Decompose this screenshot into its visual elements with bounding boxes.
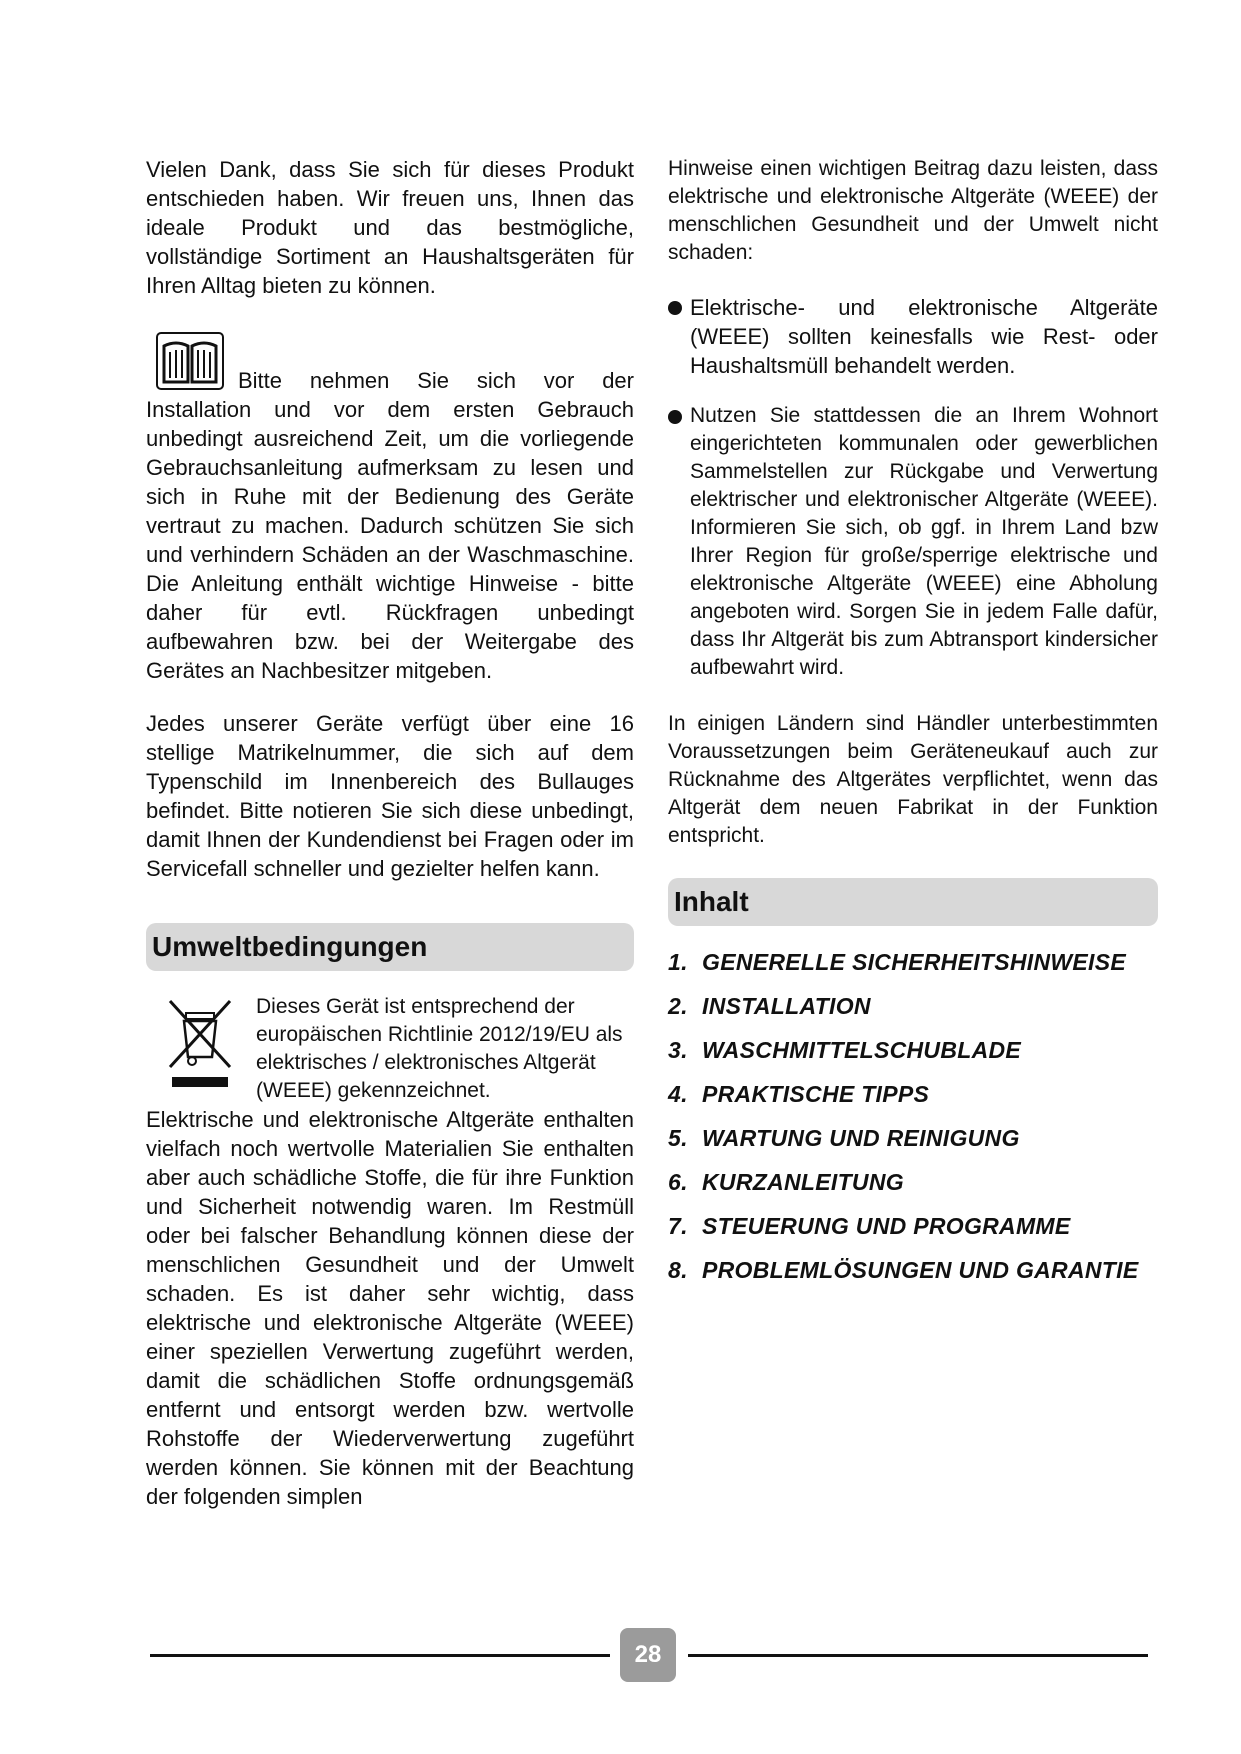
continuation-paragraph: Hinweise einen wichtigen Beitrag dazu leisten, dass elektrische und elektronische Altgeräte (WEEE) der menschlichen Gesundheit und der Umwelt nicht schaden: <box>668 157 1158 264</box>
intro-paragraph: Vielen Dank, dass Sie sich für dieses Produkt entschieden haben. Wir freuen uns, Ihnen das ideale Produkt und das bestmögliche, vollständige Sortiment an Haushaltsgeräten für Ihren Alltag bieten zu können. <box>146 157 634 298</box>
toc-item: 5. WARTUNG UND REINIGUNG <box>668 1125 1020 1151</box>
read-instructions-text: Bitte nehmen Sie sich vor der Installation und vor dem ersten Gebrauch unbedingt ausreichend Zeit, um die vorliegende Gebrauchsanleitung aufmerksam zu lesen und sich in Ruhe mit der Bedienung des Geräte vertraut zu machen. Dadurch schützen Sie sich und verhindern Schäden an der Waschmaschine. Die Anleitung enthält wichtige Hinweise - bitte daher für evtl. Rückfragen unbedingt aufbewahren bzw. bei der Weitergabe des Gerätes an Nachbesitzer mitgeben. <box>146 368 634 683</box>
bullet-item <box>668 293 1158 380</box>
weee-label-text: Dieses Gerät ist entsprechend der europäischen Richtlinie 2012/19/EU als elektrisches / elektronisches Altgerät (WEEE) gekennzeichnet. <box>256 995 623 1102</box>
book-icon <box>156 332 224 390</box>
toc-item: 6. KURZANLEITUNG <box>668 1169 904 1195</box>
bullet-text: Nutzen Sie stattdessen die an Ihrem Wohnort eingerichteten kommunalen oder gewerblichen Sammelstellen zur Rückgabe und Verwertung elektrischer und elektronischer Altgeräte (WEEE). Informieren Sie sich, ob ggf. in Ihrem Land bzw Ihrer Region für große/sperrige elektrische und elektronische Altgeräte (WEEE) eine Abholung angeboten wird. Sorgen Sie in jedem Falle dafür, dass Ihr Altgerät bis zum Abtransport kindersicher aufbewahrt wird. <box>690 404 1158 679</box>
crossed-bin-icon <box>166 995 234 1091</box>
footer-divider-left <box>150 1654 610 1657</box>
footer-divider-right <box>688 1654 1148 1657</box>
contents-heading: Inhalt <box>668 878 1158 926</box>
disposal-bullet-list <box>668 293 1158 682</box>
bullet-text: Elektrische- und elektronische Altgeräte (WEEE) sollten keinesfalls wie Rest- oder Haushaltsmüll behandelt werden. <box>690 295 1158 378</box>
right-column <box>668 155 1158 1300</box>
serial-number-paragraph: Jedes unserer Geräte verfügt über eine 16 stellige Matrikelnummer, die sich auf dem Typenschild im Innenbereich des Bullauges befindet. Bitte notieren Sie sich diese unbedingt, damit Ihnen der Kundendienst bei Fragen oder im Servicefall schneller und gezielter helfen kann. <box>146 711 634 881</box>
bullet-item <box>668 402 1158 682</box>
dealer-paragraph: In einigen Ländern sind Händler unterbestimmten Voraussetzungen beim Geräteneukauf auch zur Rücknahme des Altgerätes verpflichtet, wenn das Altgerät dem neuen Fabrikat in der Funktion entspricht. <box>668 712 1158 847</box>
page-number: 28 <box>620 1628 676 1682</box>
toc-item: 3. WASCHMITTELSCHUBLADE <box>668 1037 1022 1063</box>
toc-item: 8. PROBLEMLÖSUNGEN UND GARANTIE <box>668 1257 1139 1283</box>
read-instructions-block <box>146 332 634 685</box>
left-column <box>146 155 634 1511</box>
table-of-contents <box>668 948 1158 1284</box>
bullet-icon <box>668 301 682 315</box>
toc-item: 4. PRAKTISCHE TIPPS <box>668 1081 930 1107</box>
environment-paragraph: Elektrische und elektronische Altgeräte enthalten vielfach noch wertvolle Materialien Sie enthalten aber auch schädliche Stoffe, die für ihre Funktion und Sicherheit notwendig waren. Im Restmüll oder bei falscher Behandlung können diese der menschlichen Gesundheit und der Umwelt schaden. Es ist daher sehr wichtig, dass elektrische und elektronische Altgeräte (WEEE) einer speziellen Verwertung zugeführt werden, damit die schädlichen Stoffe ordnungsgemäß entfernt und entsorgt werden bzw. wertvolle Rohstoffe der Wiederverwertung zugeführt werden können. Sie können mit der Beachtung der folgenden simplen <box>146 1107 634 1509</box>
toc-item: 2. INSTALLATION <box>668 993 871 1019</box>
toc-item: 7. STEUERUNG UND PROGRAMME <box>668 1213 1071 1239</box>
environment-heading: Umweltbedingungen <box>146 923 634 971</box>
weee-block <box>146 993 634 1105</box>
toc-item: 1. GENERELLE SICHERHEITSHINWEISE <box>668 949 1127 975</box>
bullet-icon <box>668 410 682 424</box>
